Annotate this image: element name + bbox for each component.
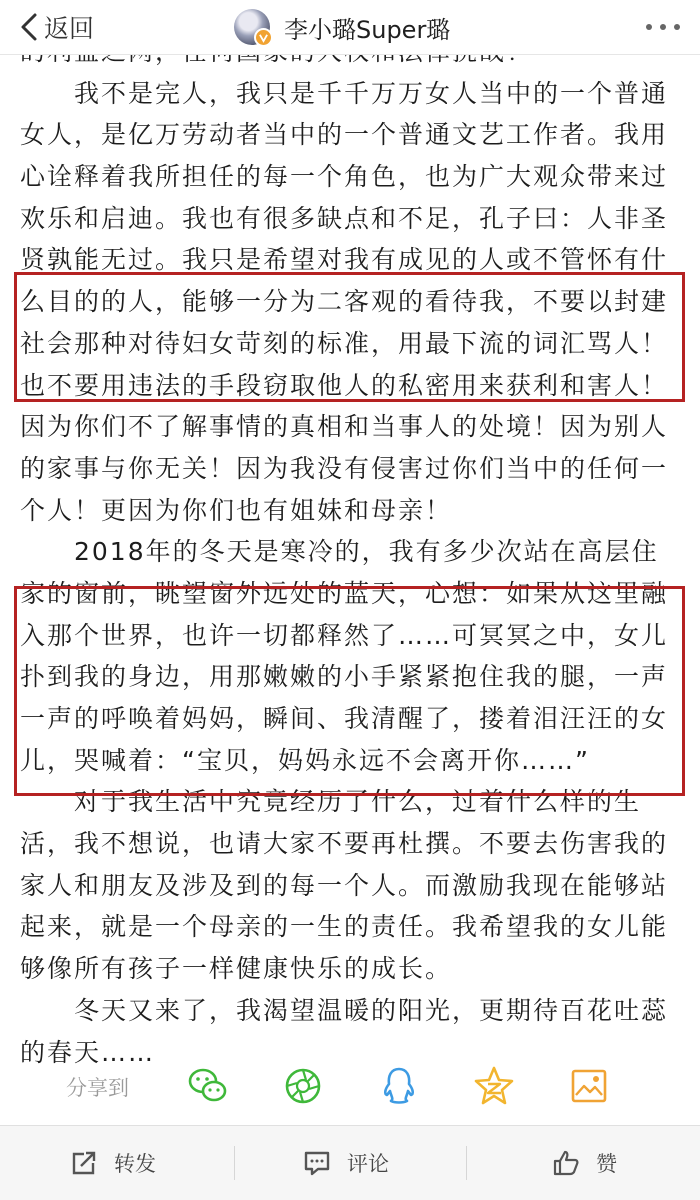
text-line: 也不要用违法的手段窃取他人的私密用来获利和害人！ xyxy=(20,370,669,400)
text-line: 扑到我的身边，用那嫩嫩的小手紧紧抱住我的腿，一声 xyxy=(20,662,669,692)
avatar[interactable] xyxy=(234,9,270,45)
text-line: 家人和朋友及涉及到的每一个人。而激励我现在能够站 xyxy=(20,870,669,900)
verified-badge-icon xyxy=(254,28,273,47)
chevron-left-icon xyxy=(20,13,38,41)
text-line: 2018年的冬天是寒冷的，我有多少次站在高层住 xyxy=(20,537,659,567)
text-line: 我不是完人，我只是千千万万女人当中的一个普通 xyxy=(20,78,669,108)
save-image-button[interactable] xyxy=(567,1064,611,1108)
text-line: 社会那种对待妇女苛刻的标准，用最下流的词汇骂人！ xyxy=(20,328,669,358)
save-image-icon xyxy=(567,1064,611,1108)
repost-icon xyxy=(70,1149,98,1177)
bottom-action-bar xyxy=(0,1125,700,1200)
highlight-box xyxy=(14,586,685,796)
top-bar xyxy=(0,0,700,55)
thumbs-up-icon xyxy=(552,1149,580,1177)
moments-icon xyxy=(281,1064,325,1108)
more-dot-icon xyxy=(646,24,652,30)
qq-share-button[interactable] xyxy=(377,1064,421,1108)
text-line: 对于我生活中究竟经历了什么，过着什么样的生 xyxy=(20,787,642,817)
text-line: 女人，是亿万劳动者当中的一个普通文艺工作者。我用 xyxy=(20,120,669,150)
repost-button[interactable] xyxy=(70,1126,156,1200)
share-row xyxy=(0,1050,700,1120)
divider xyxy=(466,1146,467,1180)
back-label: 返回 xyxy=(44,14,95,43)
text-line: 冬天又来了，我渴望温暖的阳光，更期待百花吐蕊 xyxy=(20,995,669,1025)
repost-label: 转发 xyxy=(114,1152,156,1176)
author-name: 李小璐Super璐 xyxy=(284,15,451,44)
text-line: 儿，哭喊着：“宝贝，妈妈永远不会离开你……” xyxy=(20,745,590,775)
text-line: 一声的呼唤着妈妈，瞬间、我清醒了，搂着泪汪汪的女 xyxy=(20,704,669,733)
qq-icon xyxy=(377,1064,421,1108)
text-line: 心诠释着我所担任的每一个角色，也为广大观众带来过 xyxy=(20,162,669,192)
text-line: 起来，就是一个母亲的一生的责任。我希望我的女儿能 xyxy=(20,912,669,942)
qzone-share-button[interactable] xyxy=(472,1064,516,1108)
text-line: 的家事与你无关！因为我没有侵害过你们当中的任何一 xyxy=(20,453,669,483)
text-line: 个人！更因为你们也有姐妹和母亲！ xyxy=(20,495,453,525)
text-line: 么目的的人，能够一分为二客观的看待我，不要以封建 xyxy=(20,287,669,317)
comment-label: 评论 xyxy=(347,1152,389,1176)
wechat-icon xyxy=(186,1064,230,1108)
more-dot-icon xyxy=(674,24,680,30)
text-line: 贤孰能无过。我只是希望对我有成见的人或不管怀有什 xyxy=(20,245,669,275)
text-line: 的春天…… xyxy=(20,1037,156,1067)
share-label: 分享到 xyxy=(66,1076,129,1100)
author-info[interactable] xyxy=(234,5,450,49)
comment-button[interactable] xyxy=(303,1126,389,1200)
article-image-text xyxy=(0,52,700,1067)
text-line: 欢乐和启迪。我也有很多缺点和不足，孔子曰：人非圣 xyxy=(20,203,669,233)
text-line: 活，我不想说，也请大家不要再杜撰。不要去伤害我的 xyxy=(20,829,669,859)
article-body xyxy=(20,31,690,1073)
more-options-button[interactable] xyxy=(646,16,680,38)
comment-icon xyxy=(303,1149,331,1177)
moments-share-button[interactable] xyxy=(281,1064,325,1108)
back-button[interactable] xyxy=(20,9,94,45)
highlight-box xyxy=(14,272,685,402)
wechat-share-button[interactable] xyxy=(186,1064,230,1108)
like-label: 赞 xyxy=(596,1152,617,1176)
more-dot-icon xyxy=(660,24,666,30)
text-line: 家的窗前，眺望窗外远处的蓝天，心想：如果从这里融 xyxy=(20,578,669,608)
text-line: 够像所有孩子一样健康快乐的成长。 xyxy=(20,954,453,984)
text-line: 入那个世界，也许一切都释然了……可冥冥之中，女儿 xyxy=(20,620,669,650)
text-line: 因为你们不了解事情的真相和当事人的处境！因为别人 xyxy=(20,412,669,442)
divider xyxy=(234,1146,235,1180)
qzone-icon xyxy=(472,1064,516,1108)
like-button[interactable] xyxy=(552,1126,617,1200)
